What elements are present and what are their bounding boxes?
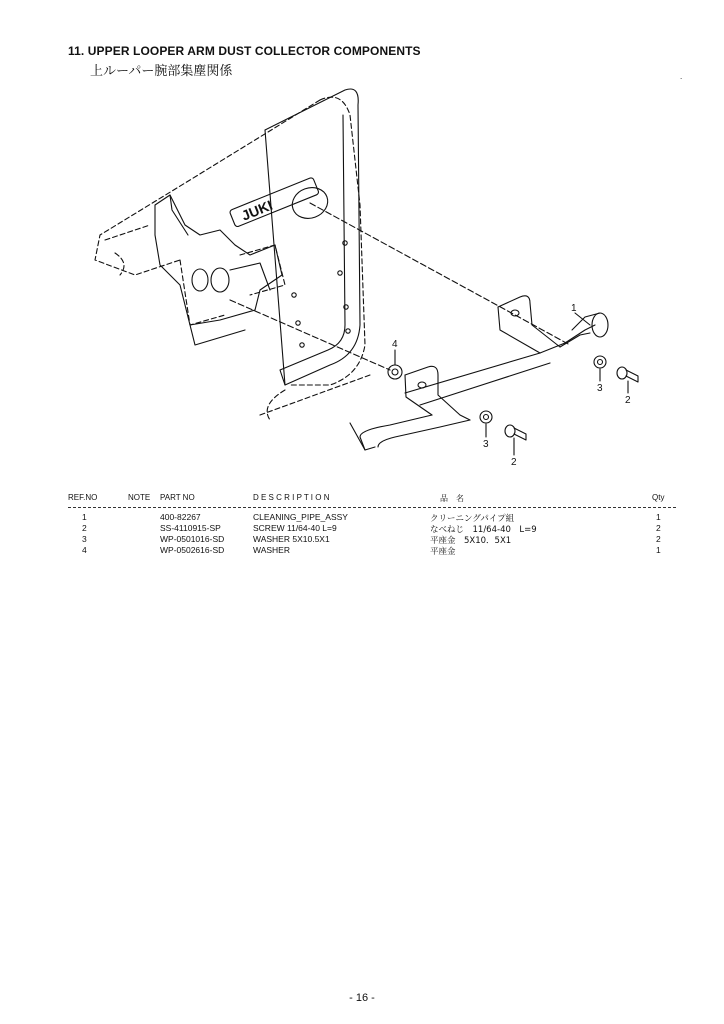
juki-brand-text: JUKI <box>239 196 275 224</box>
callout-2-lower: 2 <box>511 457 517 468</box>
callout-4: 4 <box>392 339 398 350</box>
part-no: WP-0502616-SD <box>160 545 225 555</box>
callout-3-upper: 3 <box>597 383 603 394</box>
japanese-name: 平座金 <box>430 547 456 557</box>
japanese-name: なべねじ 11/64-40 L=9 <box>430 525 537 535</box>
arm-front-panel <box>265 89 360 385</box>
header-ref-no: REF.NO <box>68 493 98 502</box>
part-no: 400-82267 <box>160 512 201 522</box>
part-no: WP-0501016-SD <box>160 534 225 544</box>
table-row <box>0 523 724 534</box>
cleaning-pipe-assy <box>350 296 608 450</box>
header-note: NOTE <box>128 493 151 502</box>
quantity: 1 <box>656 545 661 555</box>
machine-arm-outline <box>95 97 370 420</box>
quantity: 2 <box>656 534 661 544</box>
ref-no: 3 <box>82 534 87 544</box>
corner-mark: . <box>680 72 683 81</box>
callout-1: 1 <box>571 303 577 314</box>
ref-no: 4 <box>82 545 87 555</box>
quantity: 1 <box>656 512 661 522</box>
header-japanese-name: 品 名 <box>440 494 464 503</box>
washer-4 <box>388 365 402 379</box>
callout-2-upper: 2 <box>625 395 631 406</box>
screw-2-lower <box>505 425 526 440</box>
description: WASHER <box>253 545 290 555</box>
callout-3-lower: 3 <box>483 439 489 450</box>
ref-no: 1 <box>82 512 87 522</box>
header-description: D E S C R I P T I O N <box>253 493 330 502</box>
header-separator <box>68 507 676 508</box>
page-title: 11. UPPER LOOPER ARM DUST COLLECTOR COMPONENTS <box>68 44 421 58</box>
description: SCREW 11/64-40 L=9 <box>253 523 337 533</box>
screw-2-upper <box>617 367 638 382</box>
japanese-name: クリーニングパイプ組 <box>430 514 515 524</box>
header-qty: Qty <box>652 493 665 502</box>
page-number: - 16 - <box>349 992 375 1004</box>
header-part-no: PART NO <box>160 493 195 502</box>
mounting-bracket-block <box>155 195 282 345</box>
table-row <box>0 534 724 545</box>
ref-no: 2 <box>82 523 87 533</box>
page-subtitle-japanese: 上ルーパー腕部集塵関係 <box>90 64 233 79</box>
japanese-name: 平座金 5X10．5X1 <box>430 536 512 546</box>
washer-3-upper <box>594 356 606 368</box>
description: WASHER 5X10.5X1 <box>253 534 330 544</box>
exploded-parts-diagram <box>60 85 680 485</box>
washer-3-lower <box>480 411 492 423</box>
table-row <box>0 545 724 556</box>
part-no: SS-4110915-SP <box>160 523 221 533</box>
quantity: 2 <box>656 523 661 533</box>
table-row <box>0 512 724 523</box>
description: CLEANING_PIPE_ASSY <box>253 512 348 522</box>
